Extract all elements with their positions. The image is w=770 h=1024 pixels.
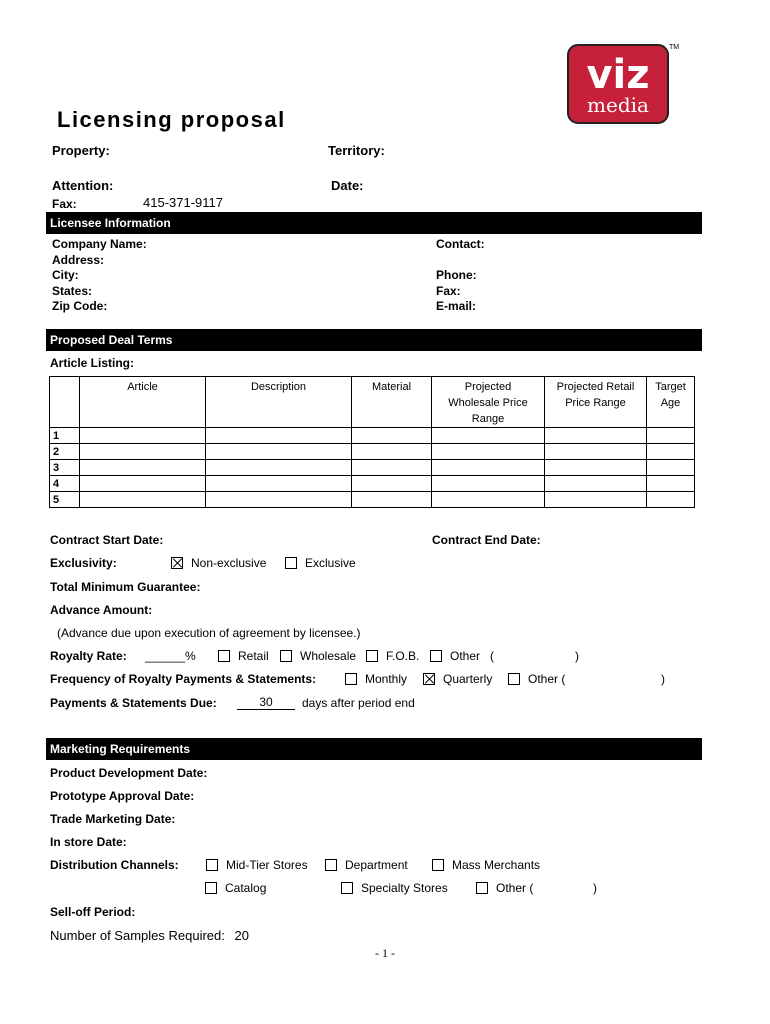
advance-note: (Advance due upon execution of agreement by licensee.) [57,626,361,640]
table-row [50,428,695,444]
row-number: 4 [50,476,80,492]
row-number: 3 [50,460,80,476]
table-cell[interactable] [206,476,352,492]
fob-label: F.O.B. [386,649,420,663]
table-cell[interactable] [352,476,432,492]
phone-label: Phone: [436,268,477,282]
fob-checkbox[interactable] [366,650,378,662]
table-row [50,460,695,476]
other-royalty-label: Other [450,649,481,663]
article-table [49,376,695,508]
department-checkbox[interactable] [325,859,337,871]
zip-code-label: Zip Code: [52,299,108,313]
fax-label: Fax: [52,197,77,211]
viz-media-logo [567,44,669,124]
exclusivity-row [50,556,356,570]
payments-due-label: Payments & Statements Due: [50,696,217,710]
row-number: 1 [50,428,80,444]
table-cell[interactable] [352,492,432,508]
contract-start-label: Contract Start Date: [50,533,164,547]
table-cell[interactable] [647,492,695,508]
row-number: 2 [50,444,80,460]
other-frequency-label: Other ( [528,672,566,686]
payments-due-row [50,696,690,712]
other-channel-label: Other ( [496,881,534,895]
table-cell[interactable] [647,428,695,444]
property-label: Property: [52,143,110,158]
close-paren: ) [593,881,597,895]
samples-row [50,928,249,943]
page-title: Licensing proposal [57,107,286,132]
table-cell[interactable] [206,444,352,460]
mass-merchants-checkbox[interactable] [432,859,444,871]
table-cell[interactable] [80,428,206,444]
distribution-row-2 [50,881,690,897]
exclusive-label: Exclusive [305,556,356,570]
distribution-row-1 [50,858,690,874]
table-cell[interactable] [80,492,206,508]
table-cell[interactable] [545,428,647,444]
catalog-label: Catalog [225,881,267,895]
days-suffix: days after period end [302,696,415,710]
mid-tier-label: Mid-Tier Stores [226,858,308,872]
exclusivity-label: Exclusivity: [50,556,117,570]
contact-label: Contact: [436,237,485,251]
wholesale-checkbox[interactable] [280,650,292,662]
row-number: 5 [50,492,80,508]
product-development-label: Product Development Date: [50,766,208,780]
catalog-checkbox[interactable] [205,882,217,894]
page-number: - 1 - [375,946,395,960]
states-label: States: [52,283,93,298]
licensee-left-fields [52,237,147,315]
quarterly-label: Quarterly [443,672,493,686]
table-cell[interactable] [432,460,545,476]
email-label: E-mail: [436,299,477,313]
open-paren: ( [490,649,494,663]
table-cell[interactable] [647,444,695,460]
trademark-mark: TM [669,44,680,51]
table-cell[interactable] [80,460,206,476]
table-cell[interactable] [352,428,432,444]
royalty-rate-row [50,649,690,665]
royalty-rate-label: Royalty Rate: [50,649,127,663]
column-header: Material [352,377,432,428]
table-cell[interactable] [80,444,206,460]
table-row [50,492,695,508]
table-cell[interactable] [647,476,695,492]
city-label: City: [52,268,79,282]
address-label: Address: [52,252,105,267]
table-cell[interactable] [206,492,352,508]
department-label: Department [345,858,408,872]
svg-text:viz: viz [586,52,650,98]
quarterly-checkbox[interactable] [423,673,435,685]
retail-checkbox[interactable] [218,650,230,662]
monthly-checkbox[interactable] [345,673,357,685]
prototype-approval-label: Prototype Approval Date: [50,789,195,803]
company-name-label: Company Name: [52,237,147,251]
non-exclusive-checkbox[interactable] [171,557,183,569]
column-header: Projected Wholesale Price Range [432,377,545,428]
close-paren: ) [575,649,579,663]
licensee-information-header: Licensee Information [46,212,702,234]
contract-end-label: Contract End Date: [432,533,541,547]
table-cell[interactable] [206,428,352,444]
column-header: Projected Retail Price Range [545,377,647,428]
article-listing-label: Article Listing: [50,356,135,370]
sell-off-period-label: Sell-off Period: [50,905,136,919]
table-header-row [50,377,695,428]
in-store-date-label: In store Date: [50,835,127,849]
table-cell[interactable] [545,492,647,508]
territory-label: Territory: [328,143,385,158]
table-cell[interactable] [352,460,432,476]
table-cell[interactable] [545,460,647,476]
wholesale-label: Wholesale [300,649,357,663]
retail-label: Retail [238,649,269,663]
column-header: Target Age [647,377,695,428]
minimum-guarantee-label: Total Minimum Guarantee: [50,580,201,594]
specialty-stores-label: Specialty Stores [361,881,448,895]
distribution-channels-label: Distribution Channels: [50,858,179,872]
non-exclusive-label: Non-exclusive [191,556,267,570]
other-frequency-checkbox[interactable] [508,673,520,685]
proposed-deal-terms-header: Proposed Deal Terms [46,329,702,351]
table-cell[interactable] [432,492,545,508]
column-header [50,377,80,428]
other-channel-checkbox[interactable] [476,882,488,894]
marketing-requirements-header: Marketing Requirements [46,738,702,760]
table-cell[interactable] [432,476,545,492]
frequency-row [50,672,690,688]
licensee-fax-label: Fax: [436,283,461,298]
table-cell[interactable] [206,460,352,476]
table-cell[interactable] [545,444,647,460]
table-row [50,476,695,492]
mid-tier-checkbox[interactable] [206,859,218,871]
samples-label: Number of Samples Required: [50,928,225,943]
table-row [50,444,695,460]
royalty-rate-blank[interactable]: ______% [145,649,196,663]
trade-marketing-label: Trade Marketing Date: [50,812,176,826]
specialty-stores-checkbox[interactable] [341,882,353,894]
monthly-label: Monthly [365,672,408,686]
licensee-right-fields [436,268,477,315]
column-header: Description [206,377,352,428]
table-cell[interactable] [352,444,432,460]
table-cell[interactable] [647,460,695,476]
frequency-label: Frequency of Royalty Payments & Statements: [50,672,317,686]
table-cell[interactable] [432,444,545,460]
table-cell[interactable] [80,476,206,492]
date-label: Date: [331,178,364,193]
mass-merchants-label: Mass Merchants [452,858,541,872]
svg-text:media: media [587,93,649,117]
exclusive-checkbox[interactable] [285,557,297,569]
advance-amount-label: Advance Amount: [50,603,153,617]
samples-value: 20 [234,928,249,943]
close-paren: ) [661,672,665,686]
attention-label: Attention: [52,178,114,193]
other-royalty-checkbox[interactable] [430,650,442,662]
fax-value: 415-371-9117 [143,195,223,210]
days-value[interactable]: 30 [237,696,295,710]
table-cell[interactable] [545,476,647,492]
column-header: Article [80,377,206,428]
table-cell[interactable] [432,428,545,444]
